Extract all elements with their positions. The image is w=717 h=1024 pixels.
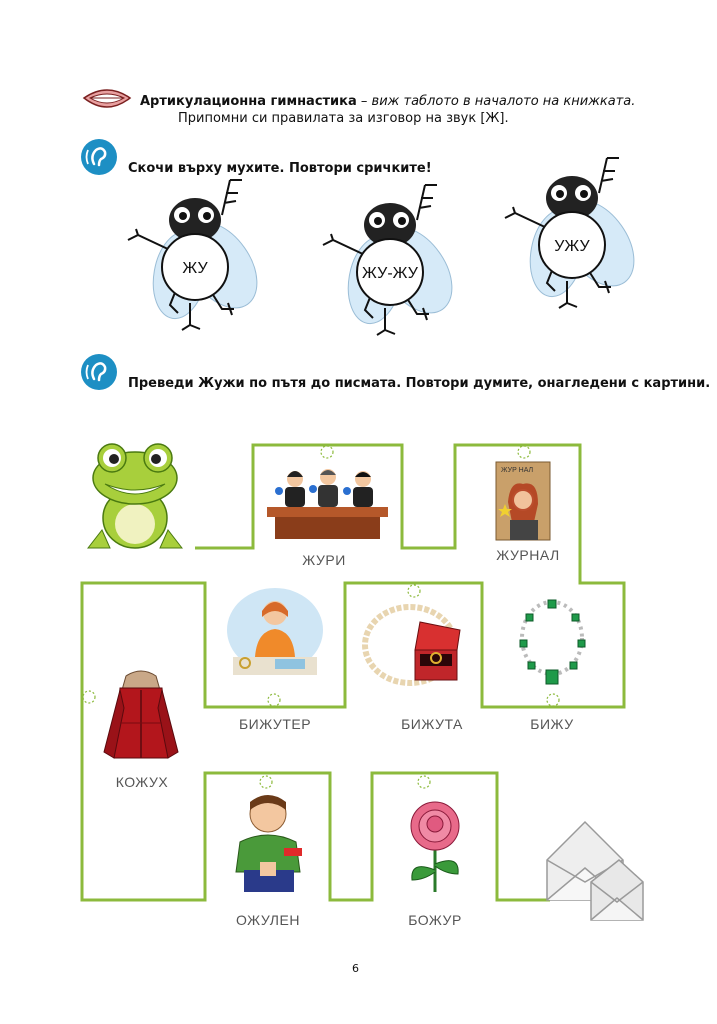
exercise2-instruction: Преведи Жужи по пътя до писмата. Повтори думите, онагледени с картини.	[128, 376, 711, 391]
exercise1-instruction: Скочи върху мухите. Повтори сричките!	[128, 161, 432, 176]
fly-syllable: ЖУ-ЖУ	[362, 265, 418, 282]
word-label: БИЖУТЕР	[238, 716, 312, 732]
coat-image	[100, 668, 182, 768]
magazine-image	[496, 462, 554, 542]
page-number: 6	[352, 962, 359, 975]
word-label: БОЖУР	[408, 912, 462, 928]
articulation-line-1: Артикулационна гимнастика – виж таблото в началото на книжката.	[140, 94, 636, 109]
frog-image	[80, 440, 190, 555]
jewelry-box-image	[360, 600, 470, 690]
fly-syllable: ЖУ	[182, 260, 208, 277]
jeweler-image	[225, 585, 325, 685]
peony-image	[400, 800, 470, 895]
magazine-cover-text: ЖУР НАЛ	[501, 467, 534, 474]
word-label: БИЖУТА	[401, 716, 463, 732]
envelopes-icon	[545, 820, 645, 922]
articulation-line-2: Припомни си правилата за изговор на звук [Ж].	[178, 111, 509, 126]
word-label: ОЖУЛЕН	[236, 912, 300, 928]
word-label: ЖУРИ	[302, 552, 346, 568]
word-label: БИЖУ	[530, 716, 574, 732]
fly-syllable: УЖУ	[554, 238, 590, 255]
word-label: КОЖУХ	[115, 774, 169, 790]
word-label: ЖУРНАЛ	[496, 547, 560, 563]
jury-image	[265, 465, 390, 545]
scraped-boy-image	[230, 792, 310, 897]
necklace-image	[512, 598, 592, 688]
